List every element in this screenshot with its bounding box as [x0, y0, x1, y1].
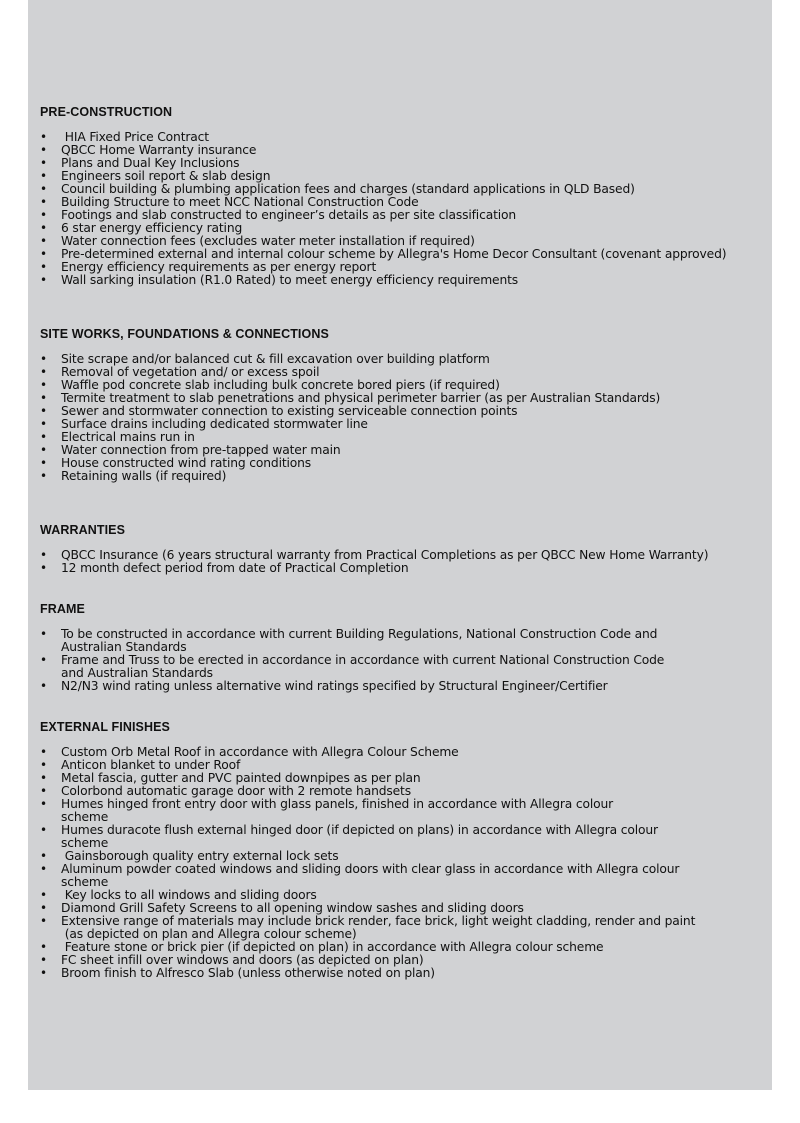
list-item-text: Wall sarking insulation (R1.0 Rated) to meet energy efficiency requirements	[61, 273, 519, 287]
section-heading: FRAME	[40, 602, 85, 616]
list-item-text: Humes duracote flush external hinged door (if depicted on plans) in accordance with Allegra colour scheme	[61, 823, 658, 850]
section-site-works	[40, 326, 772, 483]
bullet-icon: •	[40, 417, 47, 431]
list-item-text: Electrical mains run in	[61, 430, 195, 444]
list-item	[40, 274, 772, 287]
bullet-icon: •	[40, 352, 47, 366]
list-item-text: Site scrape and/or balanced cut & fill excavation over building platform	[61, 352, 490, 366]
list-item	[40, 915, 772, 941]
list-item-text: Humes hinged front entry door with glass panels, finished in accordance with Allegra colour scheme	[61, 797, 614, 824]
list-item-text: Pre-determined external and internal colour scheme by Allegra's Home Decor Consultant (covenant approved)	[61, 247, 727, 261]
bullet-list	[40, 353, 772, 483]
section-pre-construction	[40, 104, 772, 287]
bullet-icon: •	[40, 849, 47, 863]
list-item-text: Plans and Dual Key Inclusions	[61, 156, 240, 170]
list-item-text: Aluminum powder coated windows and sliding doors with clear glass in accordance with Allegra colour scheme	[61, 862, 680, 889]
bullet-icon: •	[40, 221, 47, 235]
bullet-icon: •	[40, 260, 47, 274]
list-item	[40, 824, 772, 850]
list-item-text: Retaining walls (if required)	[61, 469, 227, 483]
list-item-text: Gainsborough quality entry external lock sets	[61, 849, 339, 863]
list-item-text: Council building & plumbing application fees and charges (standard applications in QLD Based)	[61, 182, 635, 196]
list-item-text: Feature stone or brick pier (if depicted on plan) in accordance with Allegra colour scheme	[61, 940, 604, 954]
bullet-icon: •	[40, 784, 47, 798]
bullet-icon: •	[40, 273, 47, 287]
list-item-text: Metal fascia, gutter and PVC painted downpipes as per plan	[61, 771, 421, 785]
section-heading: SITE WORKS, FOUNDATIONS & CONNECTIONS	[40, 327, 329, 341]
bullet-icon: •	[40, 195, 47, 209]
list-item-text: Termite treatment to slab penetrations and physical perimeter barrier (as per Australian Standards)	[61, 391, 661, 405]
bullet-list	[40, 131, 772, 287]
list-item	[40, 654, 772, 680]
list-item-text: Extensive range of materials may include brick render, face brick, light weight cladding, render and paint (as depicted on plan and Allegra colour scheme)	[61, 914, 696, 941]
bullet-icon: •	[40, 745, 47, 759]
section-warranties	[40, 522, 772, 575]
list-item	[40, 562, 772, 575]
bullet-icon: •	[40, 771, 47, 785]
bullet-icon: •	[40, 653, 47, 667]
list-item	[40, 680, 772, 693]
list-item-text: Energy efficiency requirements as per energy report	[61, 260, 377, 274]
bullet-icon: •	[40, 627, 47, 641]
bullet-icon: •	[40, 130, 47, 144]
list-item-text: HIA Fixed Price Contract	[61, 130, 209, 144]
bullet-icon: •	[40, 143, 47, 157]
section-heading: PRE-CONSTRUCTION	[40, 105, 173, 119]
list-item-text: House constructed wind rating conditions	[61, 456, 312, 470]
list-item-text: Colorbond automatic garage door with 2 remote handsets	[61, 784, 411, 798]
bullet-icon: •	[40, 391, 47, 405]
bullet-icon: •	[40, 404, 47, 418]
bullet-icon: •	[40, 679, 47, 693]
bullet-icon: •	[40, 469, 47, 483]
list-item	[40, 798, 772, 824]
list-item-text: Broom finish to Alfresco Slab (unless otherwise noted on plan)	[61, 966, 435, 980]
bullet-icon: •	[40, 443, 47, 457]
list-item-text: Removal of vegetation and/ or excess spoil	[61, 365, 320, 379]
list-item-text: Diamond Grill Safety Screens to all opening window sashes and sliding doors	[61, 901, 524, 915]
bullet-icon: •	[40, 901, 47, 915]
list-item-text: QBCC Home Warranty insurance	[61, 143, 257, 157]
bullet-icon: •	[40, 561, 47, 575]
list-item-text: QBCC Insurance (6 years structural warranty from Practical Completions as per QBCC New Home Warranty)	[61, 548, 709, 562]
bullet-icon: •	[40, 182, 47, 196]
list-item	[40, 628, 772, 654]
list-item-text: Water connection from pre-tapped water main	[61, 443, 341, 457]
section-heading: WARRANTIES	[40, 523, 126, 537]
list-item	[40, 470, 772, 483]
list-item-text: Waffle pod concrete slab including bulk concrete bored piers (if required)	[61, 378, 500, 392]
inclusions-list	[40, 104, 772, 980]
bullet-icon: •	[40, 169, 47, 183]
list-item-text: N2/N3 wind rating unless alternative wind ratings specified by Structural Engineer/Certifier	[61, 679, 608, 693]
bullet-icon: •	[40, 758, 47, 772]
document-page	[28, 0, 772, 1090]
list-item-text: Building Structure to meet NCC National Construction Code	[61, 195, 419, 209]
list-item	[40, 863, 772, 889]
list-item-text: To be constructed in accordance with current Building Regulations, National Construction Code and Australian Standards	[61, 627, 658, 654]
list-item-text: Custom Orb Metal Roof in accordance with Allegra Colour Scheme	[61, 745, 459, 759]
list-item-text: Water connection fees (excludes water meter installation if required)	[61, 234, 475, 248]
list-item-text: Footings and slab constructed to engineer’s details as per site classification	[61, 208, 517, 222]
bullet-icon: •	[40, 208, 47, 222]
list-item-text: Engineers soil report & slab design	[61, 169, 271, 183]
list-item-text: Surface drains including dedicated stormwater line	[61, 417, 368, 431]
bullet-icon: •	[40, 914, 47, 928]
list-item-text: Frame and Truss to be erected in accordance in accordance with current National Construction Code and Australian Standards	[61, 653, 665, 680]
bullet-icon: •	[40, 430, 47, 444]
list-item-text: 6 star energy efficiency rating	[61, 221, 243, 235]
bullet-icon: •	[40, 247, 47, 261]
bullet-icon: •	[40, 953, 47, 967]
bullet-icon: •	[40, 365, 47, 379]
bullet-icon: •	[40, 862, 47, 876]
bullet-icon: •	[40, 823, 47, 837]
bullet-icon: •	[40, 797, 47, 811]
bullet-icon: •	[40, 940, 47, 954]
bullet-icon: •	[40, 378, 47, 392]
list-item-text: Anticon blanket to under Roof	[61, 758, 241, 772]
section-heading: EXTERNAL FINISHES	[40, 720, 170, 734]
section-external-finishes	[40, 719, 772, 980]
bullet-icon: •	[40, 548, 47, 562]
bullet-icon: •	[40, 234, 47, 248]
list-item-text: Key locks to all windows and sliding doors	[61, 888, 317, 902]
bullet-list	[40, 628, 772, 693]
list-item-text: FC sheet infill over windows and doors (as depicted on plan)	[61, 953, 424, 967]
list-item-text: 12 month defect period from date of Practical Completion	[61, 561, 409, 575]
bullet-list	[40, 746, 772, 980]
list-item-text: Sewer and stormwater connection to existing serviceable connection points	[61, 404, 518, 418]
bullet-icon: •	[40, 888, 47, 902]
bullet-icon: •	[40, 156, 47, 170]
bullet-icon: •	[40, 456, 47, 470]
list-item	[40, 967, 772, 980]
bullet-icon: •	[40, 966, 47, 980]
bullet-list	[40, 549, 772, 575]
section-frame	[40, 601, 772, 693]
